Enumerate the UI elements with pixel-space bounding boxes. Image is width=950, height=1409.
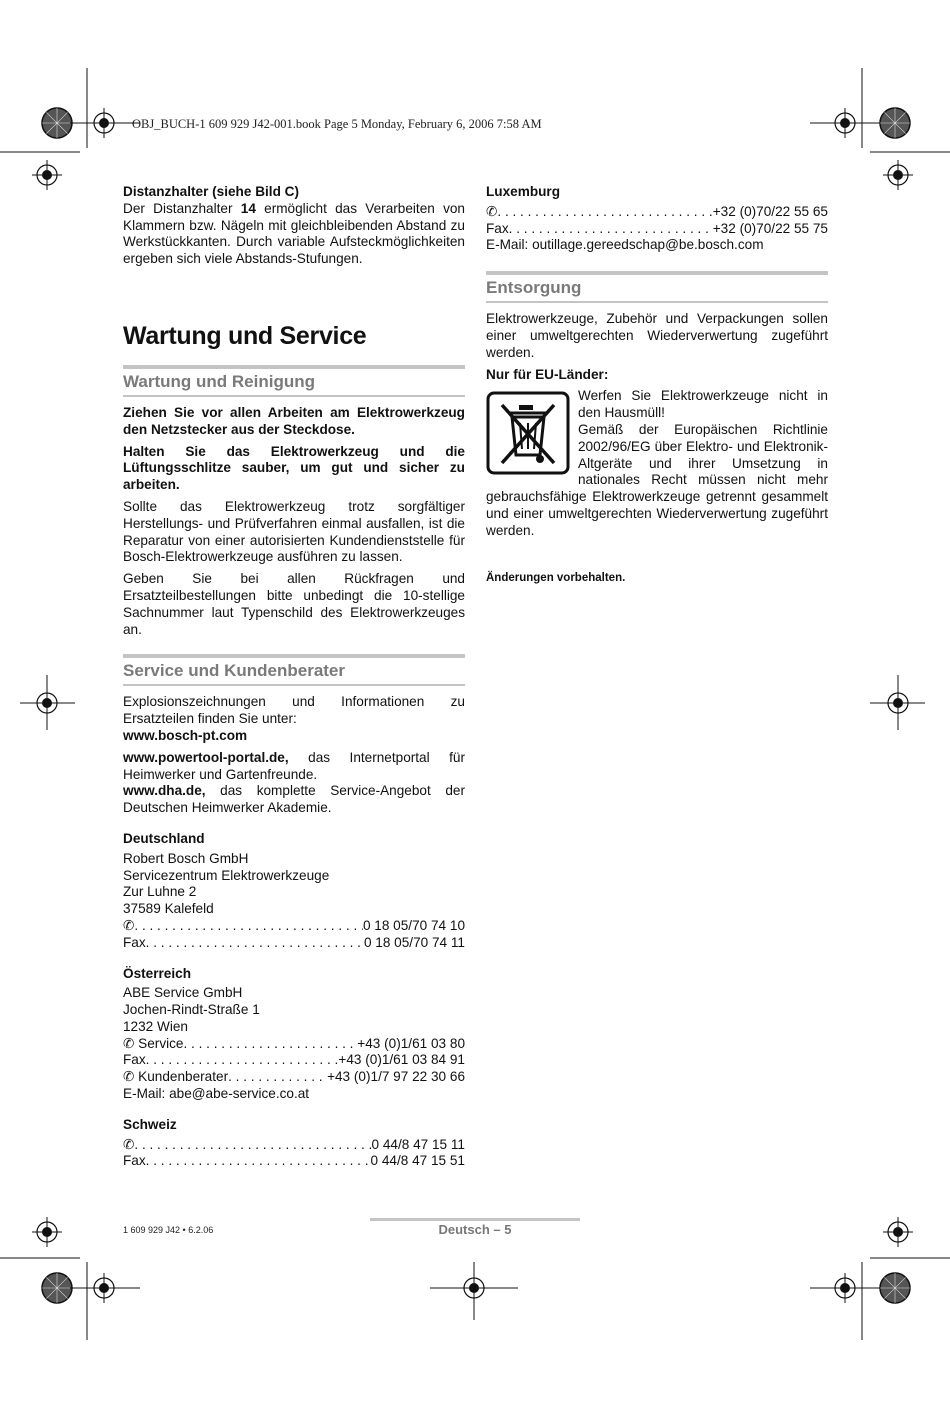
service-intro: Explosionszeichnungen und Informationen zu Ersatzteilen finden Sie unter: — [123, 694, 465, 727]
crossed-out-wheelie-bin-icon — [486, 391, 570, 475]
footer-page-label: Deutsch – 5 — [438, 1222, 512, 1237]
section-entsorgung-title: Entsorgung — [486, 271, 828, 303]
distanzhalter-title: Distanzhalter (siehe Bild C) — [123, 184, 299, 199]
service-portal-text: www.powertool-portal.de, das Internetportal für Heimwerker und Gartenfreunde. — [123, 749, 465, 782]
deutschland-fax-row: Fax . . . 0 18 05/70 74 11 — [123, 935, 465, 952]
changes-note: Änderungen vorbehalten. — [486, 571, 626, 584]
registration-mark-icon — [830, 108, 860, 138]
main-title: Wartung und Service — [123, 321, 367, 350]
section-service-title: Service und Kundenberater — [123, 654, 465, 686]
registration-mark-icon — [883, 160, 913, 190]
oesterreich-line-2: Jochen-Rindt-Straße 1 — [123, 1002, 260, 1018]
deutschland-line-2: Servicezentrum Elektrowerkzeuge — [123, 867, 330, 883]
schweiz-title: Schweiz — [123, 1116, 177, 1132]
distanzhalter-text: Der Distanzhalter 14 ermöglicht das Verarbeiten von Klammern bzw. Nägeln mit gleichbleibenden Abstand zu Werkstückkanten. Durch variable Aufsteckmöglichkeiten ergeben sich viele Abstands-Stufungen. — [123, 200, 465, 267]
entsorgung-paragraph-2: Werfen Sie Elektrowerkzeuge nicht in den Hausmüll! — [578, 388, 828, 421]
registration-mark-icon — [830, 1273, 860, 1303]
registration-mark-icon — [89, 1273, 119, 1303]
oesterreich-title: Österreich — [123, 965, 192, 981]
service-link-dha[interactable]: www.dha.de, — [123, 783, 206, 799]
wartung-warning-2: Halten Sie das Elektrowerkzeug und die Lüftungsschlitze sauber, um gut und sicher zu arbeiten. — [123, 443, 465, 493]
footer-bar — [370, 1218, 580, 1221]
right-column — [486, 184, 828, 586]
section-wartung-title: Wartung und Reinigung — [123, 365, 465, 397]
registration-mark-icon — [459, 1273, 489, 1303]
schweiz-phone-row: ✆ . . . 0 44/8 47 15 11 — [123, 1137, 465, 1154]
oesterreich-line-1: ABE Service GmbH — [123, 985, 243, 1001]
registration-mark-icon — [883, 1217, 913, 1247]
entsorgung-weee-block — [486, 388, 828, 539]
oesterreich-email: E-Mail: abe@abe-service.co.at — [123, 1086, 310, 1102]
oesterreich-kunden-row: ✆ Kundenberater . . . +43 (0)1/7 97 22 30 66 — [123, 1069, 465, 1086]
print-color-wheel-icon — [42, 108, 72, 138]
schweiz-fax-row: Fax . . . 0 44/8 47 15 51 — [123, 1153, 465, 1170]
deutschland-line-4: 37589 Kalefeld — [123, 901, 214, 917]
oesterreich-service-row: ✆ Service . . . +43 (0)1/61 03 80 — [123, 1036, 465, 1053]
print-color-wheel-icon — [880, 108, 910, 138]
deutschland-title: Deutschland — [123, 830, 205, 846]
service-dha-text: www.dha.de, das komplette Service-Angebot der Deutschen Heimwerker Akademie. — [123, 783, 465, 816]
wartung-paragraph-1: Sollte das Elektrowerkzeug trotz sorgfältiger Herstellungs- und Prüfverfahren einmal ausfallen, ist die Reparatur von einer autorisierten Kundendienststelle für Bosch-Elektrowerkzeuge ausführen zu lassen. — [123, 498, 465, 565]
wartung-paragraph-2: Geben Sie bei allen Rückfragen und Ersatzteilbestellungen bitte unbedingt die 10-stellige Sachnummer laut Typenschild des Elektrowerkzeuges an. — [123, 571, 465, 637]
deutschland-line-1: Robert Bosch GmbH — [123, 850, 249, 866]
registration-mark-icon — [32, 1217, 62, 1247]
wartung-warning-1: Ziehen Sie vor allen Arbeiten am Elektrowerkzeug den Netzstecker aus der Steckdose. — [123, 404, 465, 437]
luxemburg-email: E-Mail: outillage.gereedschap@be.bosch.com — [486, 237, 764, 253]
entsorgung-paragraph-3: Gemäß der Europäischen Richtlinie 2002/96/EG über Elektro- und Elektronik-Altgeräte und ihrer Umsetzung in nationales Recht müssen nicht mehr gebrauchsfähige Elektrowerkzeuge getrennt gesammelt und einer umweltgerechten Wiederverwertung zugeführt werden. — [486, 421, 828, 538]
luxemburg-phone-row: ✆ . . . +32 (0)70/22 55 65 — [486, 204, 828, 221]
oesterreich-fax-row: Fax . . . +43 (0)1/61 03 84 91 — [123, 1052, 465, 1069]
print-color-wheel-icon — [42, 1273, 72, 1303]
service-link-bosch[interactable]: www.bosch-pt.com — [123, 727, 248, 743]
entsorgung-paragraph-1: Elektrowerkzeuge, Zubehör und Verpackungen sollen einer umweltgerechten Wiederverwertung zugeführt werden. — [486, 311, 828, 360]
service-link-portal[interactable]: www.powertool-portal.de, — [123, 749, 289, 765]
deutschland-line-3: Zur Luhne 2 — [123, 884, 197, 900]
registration-mark-icon — [89, 108, 119, 138]
deutschland-phone-row: ✆ . . . 0 18 05/70 74 10 — [123, 918, 465, 935]
eu-laender-title: Nur für EU-Länder: — [486, 366, 609, 382]
left-column — [123, 184, 465, 1170]
oesterreich-line-3: 1232 Wien — [123, 1018, 188, 1034]
footer-doc-number: 1 609 929 J42 • 6.2.06 — [123, 1225, 214, 1235]
registration-mark-icon — [32, 160, 62, 190]
luxemburg-title: Luxemburg — [486, 184, 561, 199]
book-header: OBJ_BUCH-1 609 929 J42-001.book Page 5 Monday, February 6, 2006 7:58 AM — [132, 117, 542, 131]
registration-mark-icon — [32, 688, 62, 718]
luxemburg-fax-row: Fax . . . +32 (0)70/22 55 75 — [486, 221, 828, 238]
registration-mark-icon — [883, 688, 913, 718]
print-color-wheel-icon — [880, 1273, 910, 1303]
